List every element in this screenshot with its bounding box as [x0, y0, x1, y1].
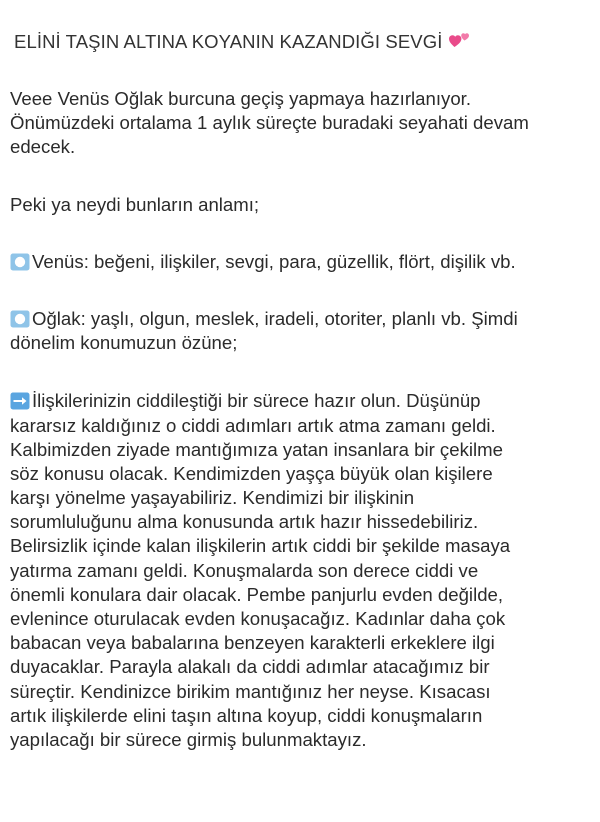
- document-body: [10, 87, 596, 752]
- main-paragraph: [10, 389, 596, 752]
- text-line: Önümüzdeki ortalama 1 aylık süreçte buradaki seyahati devam: [10, 112, 529, 134]
- text-line: artık ilişkilerde elini taşın altına koyup, ciddi konuşmaların: [10, 704, 483, 726]
- paragraph-gap: [10, 274, 596, 307]
- text-line: Veee Venüs Oğlak burcuna geçiş yapmaya hazırlanıyor.: [10, 88, 471, 109]
- text-line: yapılacağı bir sürece girmiş bulunmaktayız.: [10, 728, 367, 750]
- text-line: süreçtir. Kendinizce birikim mantığınız her neyse. Kısacası: [10, 680, 491, 702]
- oglak-paragraph: [10, 307, 596, 355]
- text-line: önemli konulara dair olacak. Pembe panjurlu evden değilde,: [10, 583, 504, 605]
- venus-line: [10, 250, 596, 274]
- intro-paragraph: [10, 87, 596, 160]
- text-line: evlenince oturulacak evden konuşacağız. Kadınlar daha çok: [10, 608, 506, 629]
- text-line: [10, 389, 596, 413]
- right-arrow-icon: [10, 392, 30, 410]
- text-line: karşı yönelme yaşayabiliriz. Kendimizi bir ilişkinin: [10, 487, 415, 509]
- text-line: duyacaklar. Parayla alakalı da ciddi adımlar atacağımız bir: [10, 656, 490, 678]
- paragraph-gap: [10, 355, 596, 389]
- text-line: [10, 307, 596, 331]
- text-line: edecek.: [10, 136, 76, 158]
- text-line: babacan veya babalarına benzeyen karakterli erkeklere ilgi: [10, 632, 495, 654]
- paragraph-gap: [10, 160, 596, 193]
- two-hearts-icon: [448, 30, 472, 55]
- oglak-text: Oğlak: yaşlı, olgun, meslek, iradeli, otoriter, planlı vb. Şimdi: [32, 307, 518, 329]
- white-circle-icon: [10, 310, 30, 328]
- document-title: [14, 30, 472, 55]
- text-line: kararsız kaldığınız o ciddi adımları artık atma zamanı geldi.: [10, 414, 496, 436]
- title-text: ELİNİ TAŞIN ALTINA KOYANIN KAZANDIĞI SEVGİ: [14, 31, 443, 52]
- text-line: yatırma zamanı geldi. Konuşmalarda son derece ciddi ve: [10, 559, 479, 581]
- text-line: Kalbimizden ziyade mantığımıza yatan insanlara bir çekilme: [10, 438, 503, 460]
- text-line: söz konusu olacak. Kendimizden yaşça büyük olan kişilere: [10, 462, 493, 484]
- main-first-line: İlişkilerinizin ciddileştiği bir sürece hazır olun. Düşünüp: [32, 390, 481, 412]
- question-line: Peki ya neydi bunların anlamı;: [10, 193, 260, 215]
- text-line: dönelim konumuzun özüne;: [10, 332, 238, 354]
- venus-text: Venüs: beğeni, ilişkiler, sevgi, para, güzellik, flört, dişilik vb.: [32, 250, 516, 272]
- text-line: Belirsizlik içinde kalan ilişkilerin artık ciddi bir şekilde masaya: [10, 535, 511, 557]
- paragraph-gap: [10, 217, 596, 250]
- text-line: sorumluluğunu alma konusunda artık hazır hissedebiliriz.: [10, 511, 479, 533]
- white-circle-icon: [10, 253, 30, 271]
